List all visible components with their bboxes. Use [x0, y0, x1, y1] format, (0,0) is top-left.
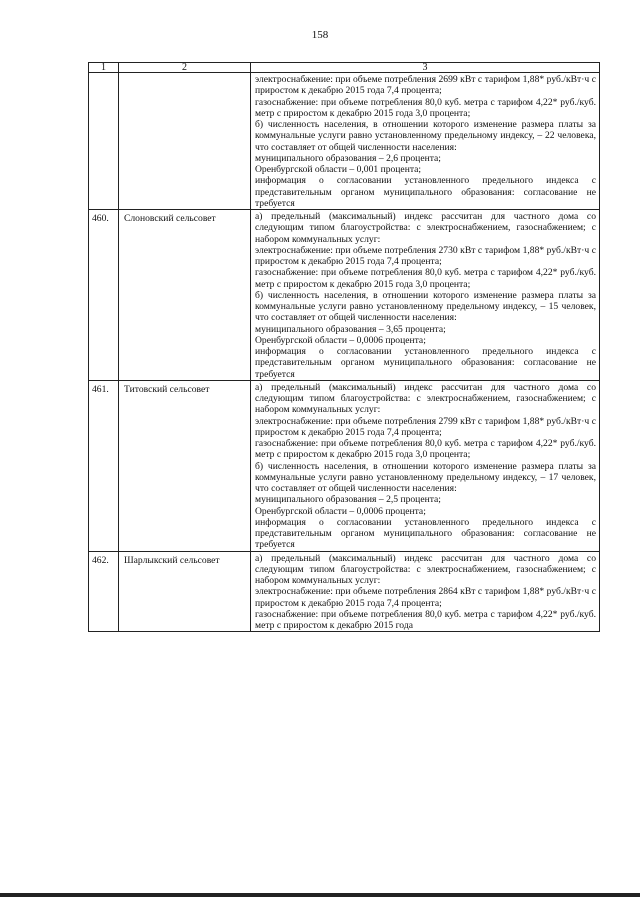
- description-line: муниципального образования – 2,5 процента;: [255, 494, 441, 506]
- description-line: Оренбургской области – 0,0006 процента;: [255, 334, 426, 346]
- row-number-cell: 461.: [89, 380, 119, 551]
- description-line: а) предельный (максимальный) индекс рассчитан для частного дома со следующим типом благоустройства: с электроснабжением, газоснабжением; с набором коммунальных услуг:: [255, 552, 596, 586]
- description-line: электроснабжение: при объеме потребления 2864 кВт с тарифом 1,88* руб./кВт·ч с приростом к декабрю 2015 года 7,4 процента;: [255, 586, 596, 609]
- description-line: б) численность населения, в отношении которого изменение размера платы за коммунальные услуги равно установленному предельному индексу, – 17 человек, что составляет от общей численности населения:: [255, 460, 596, 494]
- description-line: Оренбургской области – 0,001 процента;: [255, 164, 422, 175]
- description-line: б) численность населения, в отношении которого изменение размера платы за коммунальные услуги равно установленному предельному индексу, – 22 человека, что составляет от общей численности населения:: [255, 119, 596, 153]
- page-number: 158: [311, 29, 329, 41]
- table-header-row: [89, 63, 600, 73]
- row-name-cell: [119, 73, 251, 210]
- row-number-cell: 462.: [89, 551, 119, 632]
- description-line: информация о согласовании установленного предельного индекса с представительным органом муниципального образования: согласование не требуется: [255, 175, 596, 209]
- table-row: [89, 551, 600, 632]
- description-line: а) предельный (максимальный) индекс рассчитан для частного дома со следующим типом благоустройства: с электроснабжением, газоснабжением; с набором коммунальных услуг:: [255, 381, 596, 416]
- column-header-description: 3: [251, 63, 600, 73]
- row-name-cell: Слоновский сельсовет: [119, 210, 251, 381]
- description-line: Оренбургской области – 0,0006 процента;: [255, 505, 426, 517]
- row-description-cell: [251, 210, 600, 381]
- row-number-cell: [89, 73, 119, 210]
- description-line: электроснабжение: при объеме потребления 2699 кВт с тарифом 1,88* руб./кВт·ч с приростом к декабрю 2015 года 7,4 процента;: [255, 74, 596, 97]
- description-line: электроснабжение: при объеме потребления 2799 кВт с тарифом 1,88* руб./кВт·ч с приростом к декабрю 2015 года 7,4 процента;: [255, 415, 596, 438]
- description-line: газоснабжение: при объеме потребления 80,0 куб. метра с тарифом 4,22* руб./куб. метр с приростом к декабрю 2015 года 3,0 процента;: [255, 438, 596, 461]
- description-line: муниципального образования – 2,6 процента;: [255, 152, 441, 164]
- row-description-cell: [251, 73, 600, 210]
- description-line: а) предельный (максимальный) индекс рассчитан для частного дома со следующим типом благоустройства: с электроснабжением, газоснабжением; с набором коммунальных услуг:: [255, 211, 596, 245]
- scan-bottom-edge: [0, 893, 640, 897]
- column-header-name: 2: [119, 63, 251, 73]
- row-number-cell: 460.: [89, 210, 119, 381]
- description-line: б) численность населения, в отношении которого изменение размера платы за коммунальные услуги равно установленному предельному индексу, – 15 человек, что составляет от общей численности населения:: [255, 289, 596, 324]
- table-row: [89, 380, 600, 551]
- table-row: [89, 210, 600, 381]
- description-line: информация о согласовании установленного предельного индекса с представительным органом муниципального образования: согласование не требуется: [255, 516, 596, 551]
- tariff-index-table: [88, 62, 600, 632]
- row-name-cell: Шарлыкский сельсовет: [119, 551, 251, 632]
- description-line: электроснабжение: при объеме потребления 2730 кВт с тарифом 1,88* руб./кВт·ч с приростом к декабрю 2015 года 7,4 процента;: [255, 244, 596, 267]
- description-line: газоснабжение: при объеме потребления 80,0 куб. метра с тарифом 4,22* руб./куб. метр с приростом к декабрю 2015 года 3,0 процента;: [255, 267, 596, 290]
- row-description-cell: [251, 551, 600, 632]
- description-line: информация о согласовании установленного предельного индекса с представительным органом муниципального образования: согласование не требуется: [255, 346, 596, 380]
- table-row-continuation: [89, 73, 600, 210]
- column-header-number: 1: [89, 63, 119, 73]
- description-line: газоснабжение: при объеме потребления 80,0 куб. метра с тарифом 4,22* руб./куб. метр с приростом к декабрю 2015 года: [255, 608, 596, 631]
- description-line: газоснабжение: при объеме потребления 80,0 куб. метра с тарифом 4,22* руб./куб. метр с приростом к декабрю 2015 года 3,0 процента;: [255, 96, 596, 119]
- row-description-cell: [251, 380, 600, 551]
- row-name-cell: Титовский сельсовет: [119, 380, 251, 551]
- description-line: муниципального образования – 3,65 процента;: [255, 323, 446, 335]
